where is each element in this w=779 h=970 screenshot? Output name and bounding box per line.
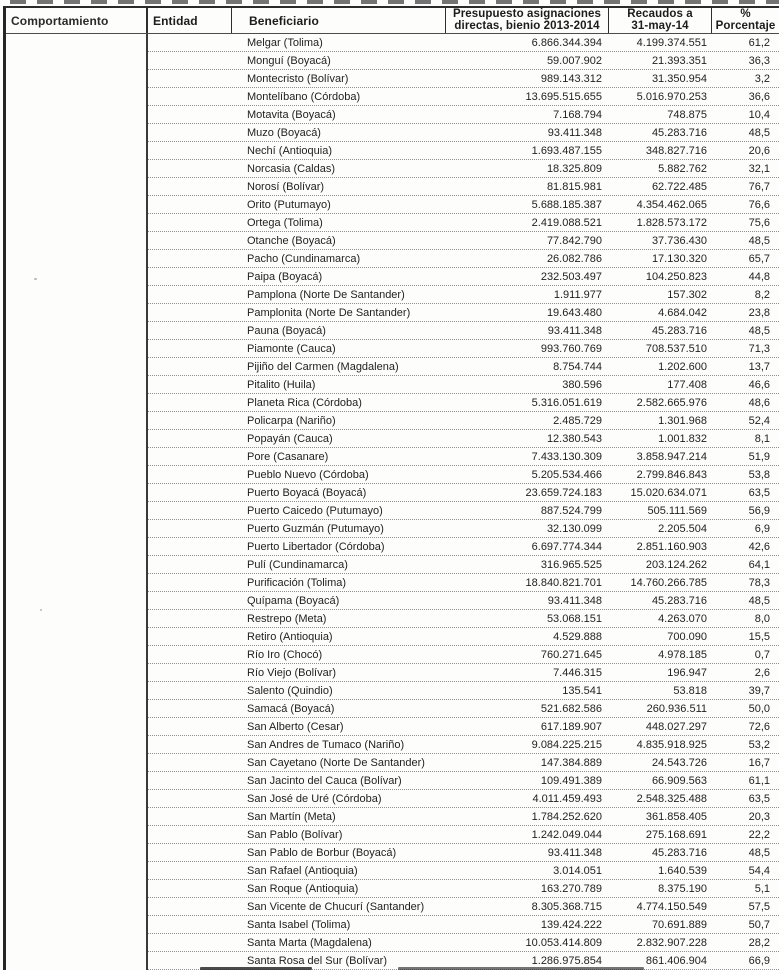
presupuesto-cell: 9.084.225.215: [531, 738, 602, 751]
presupuesto-cell: 93.411.348: [547, 324, 602, 337]
beneficiario-cell: Retiro (Antioquia): [247, 630, 333, 643]
beneficiario-cell: Pitalito (Huila): [247, 378, 316, 391]
beneficiario-cell: Quípama (Boyacá): [247, 594, 340, 607]
scan-speck: [34, 278, 37, 280]
presupuesto-cell: 12.380.543: [546, 432, 602, 445]
table-row: [148, 790, 779, 808]
presupuesto-cell: 59.007.902: [546, 54, 602, 67]
recaudos-cell: 15.020.634.071: [630, 486, 707, 499]
recaudos-cell: 24.543.726: [651, 756, 707, 769]
porcentaje-cell: 61,1: [748, 774, 770, 787]
beneficiario-cell: Ortega (Tolima): [247, 216, 323, 229]
recaudos-cell: 275.168.691: [645, 828, 707, 841]
porcentaje-cell: 8,1: [754, 432, 770, 445]
porcentaje-cell: 57,5: [748, 900, 770, 913]
beneficiario-cell: Puerto Guzmán (Putumayo): [247, 522, 384, 535]
recaudos-cell: 1.202.600: [658, 360, 707, 373]
recaudos-cell: 505.111.569: [647, 504, 707, 517]
table-row: [148, 340, 779, 358]
presupuesto-cell: 163.270.789: [540, 882, 602, 895]
porcentaje-cell: 36,3: [748, 54, 770, 67]
beneficiario-cell: San Cayetano (Norte De Santander): [247, 756, 425, 769]
recaudos-cell: 66.909.563: [651, 774, 707, 787]
recaudos-cell: 748.875: [667, 108, 707, 121]
beneficiario-cell: Puerto Boyacá (Boyacá): [247, 486, 367, 499]
beneficiario-cell: Montecristo (Bolívar): [247, 72, 349, 85]
porcentaje-cell: 32,1: [748, 162, 770, 175]
table-row: [148, 106, 779, 124]
presupuesto-cell: 887.524.799: [540, 504, 602, 517]
table-row: [148, 700, 779, 718]
presupuesto-cell: 7.433.130.309: [531, 450, 602, 463]
porcentaje-cell: 20,3: [748, 810, 770, 823]
recaudos-cell: 53.818: [673, 684, 707, 697]
table-row: [148, 574, 779, 592]
table-row: [148, 358, 779, 376]
porcentaje-cell: 50,0: [748, 702, 770, 715]
recaudos-cell: 45.283.716: [651, 126, 707, 139]
recaudos-cell: 177.408: [667, 378, 707, 391]
beneficiario-cell: San Jacinto del Cauca (Bolívar): [247, 774, 402, 787]
porcentaje-cell: 76,6: [748, 198, 770, 211]
beneficiario-cell: Policarpa (Nariño): [247, 414, 336, 427]
porcentaje-cell: 51,9: [748, 450, 770, 463]
table-row: [148, 808, 779, 826]
beneficiario-cell: Pauna (Boyacá): [247, 324, 326, 337]
beneficiario-cell: San José de Uré (Córdoba): [247, 792, 382, 805]
presupuesto-cell: 4.011.459.493: [532, 792, 602, 805]
presupuesto-cell: 4.529.888: [553, 630, 602, 643]
recaudos-cell: 4.354.462.065: [636, 198, 707, 211]
recaudos-cell: 8.375.190: [658, 882, 707, 895]
recaudos-cell: 2.851.160.903: [636, 540, 707, 553]
table-row: [148, 34, 779, 52]
beneficiario-cell: Orito (Putumayo): [247, 198, 331, 211]
porcentaje-cell: 16,7: [748, 756, 770, 769]
recaudos-cell: 1.001.832: [658, 432, 707, 445]
beneficiario-cell: San Roque (Antioquia): [247, 882, 359, 895]
recaudos-cell: 21.393.351: [651, 54, 707, 67]
recaudos-cell: 17.130.320: [651, 252, 707, 265]
beneficiario-cell: Pore (Casanare): [247, 450, 329, 463]
table-row: [148, 430, 779, 448]
beneficiario-cell: Norcasia (Caldas): [247, 162, 336, 175]
beneficiario-cell: Norosí (Bolívar): [247, 180, 325, 193]
recaudos-cell: 14.760.266.785: [630, 576, 707, 589]
porcentaje-cell: 50,7: [748, 918, 770, 931]
porcentaje-cell: 56,9: [748, 504, 770, 517]
beneficiario-cell: Pamplonita (Norte De Santander): [247, 306, 411, 319]
recaudos-cell: 4.774.150.549: [636, 900, 707, 913]
porcentaje-cell: 76,7: [748, 180, 770, 193]
beneficiario-cell: Río Iro (Chocó): [247, 648, 323, 661]
table-row: [148, 88, 779, 106]
recaudos-cell: 5.016.970.253: [636, 90, 707, 103]
table-row: [148, 862, 779, 880]
table-row: [148, 394, 779, 412]
header-porcentaje-line1: %: [740, 8, 751, 20]
recaudos-cell: 4.199.374.551: [636, 36, 707, 49]
porcentaje-cell: 72,6: [748, 720, 770, 733]
porcentaje-cell: 48,5: [748, 324, 770, 337]
porcentaje-cell: 28,2: [748, 936, 770, 949]
porcentaje-cell: 75,6: [748, 216, 770, 229]
presupuesto-cell: 5.688.185.387: [531, 198, 602, 211]
presupuesto-cell: 8.754.744: [553, 360, 602, 373]
table-row: [148, 484, 779, 502]
porcentaje-cell: 13,7: [748, 360, 770, 373]
beneficiario-cell: Salento (Quindio): [247, 684, 333, 697]
presupuesto-cell: 1.693.487.155: [531, 144, 602, 157]
porcentaje-cell: 39,7: [748, 684, 770, 697]
presupuesto-cell: 2.419.088.521: [531, 216, 602, 229]
beneficiario-cell: Restrepo (Meta): [247, 612, 327, 625]
recaudos-cell: 4.263.070: [658, 612, 707, 625]
porcentaje-cell: 8,0: [754, 612, 770, 625]
presupuesto-cell: 18.840.821.701: [525, 576, 602, 589]
header-porcentaje-line2: Porcentaje: [715, 19, 776, 32]
beneficiario-cell: Paipa (Boyacá): [247, 270, 323, 283]
presupuesto-cell: 316.965.525: [540, 558, 602, 571]
presupuesto-cell: 93.411.348: [547, 126, 602, 139]
presupuesto-cell: 989.143.312: [540, 72, 602, 85]
table-row: [148, 160, 779, 178]
recaudos-cell: 37.736.430: [651, 234, 707, 247]
presupuesto-cell: 8.305.368.715: [531, 900, 602, 913]
beneficiario-cell: Pulí (Cundinamarca): [247, 558, 348, 571]
porcentaje-cell: 48,5: [748, 126, 770, 139]
recaudos-cell: 1.301.968: [658, 414, 707, 427]
presupuesto-cell: 380.596: [562, 378, 602, 391]
table-row: [148, 502, 779, 520]
porcentaje-cell: 15,5: [748, 630, 770, 643]
table-row: [148, 682, 779, 700]
beneficiario-cell: San Pablo (Bolívar): [247, 828, 343, 841]
porcentaje-cell: 48,6: [748, 396, 770, 409]
table-row: [148, 844, 779, 862]
recaudos-cell: 31.350.954: [651, 72, 707, 85]
presupuesto-cell: 26.082.786: [546, 252, 602, 265]
recaudos-cell: 2.832.907.228: [636, 936, 707, 949]
table-row: [148, 448, 779, 466]
table-row: [148, 592, 779, 610]
recaudos-cell: 260.936.511: [646, 702, 707, 715]
beneficiario-cell: San Alberto (Cesar): [247, 720, 344, 733]
recaudos-cell: 4.684.042: [658, 306, 707, 319]
recaudos-cell: 203.124.262: [645, 558, 707, 571]
recaudos-cell: 2.548.325.488: [636, 792, 707, 805]
porcentaje-cell: 61,2: [748, 36, 770, 49]
recaudos-cell: 361.858.405: [645, 810, 707, 823]
porcentaje-cell: 3,2: [754, 72, 770, 85]
porcentaje-cell: 20,6: [748, 144, 770, 157]
table-row: [148, 664, 779, 682]
recaudos-cell: 861.406.904: [645, 954, 707, 967]
table-row: [148, 214, 779, 232]
recaudos-cell: 700.090: [667, 630, 707, 643]
recaudos-cell: 448.027.297: [645, 720, 707, 733]
table-row: [148, 934, 779, 952]
porcentaje-cell: 63,5: [748, 792, 770, 805]
presupuesto-cell: 521.682.586: [540, 702, 602, 715]
beneficiario-cell: Puerto Libertador (Córdoba): [247, 540, 385, 553]
table-row: [148, 250, 779, 268]
porcentaje-cell: 53,8: [748, 468, 770, 481]
comportamiento-column-empty: [6, 34, 148, 970]
beneficiario-cell: Piamonte (Cauca): [247, 342, 336, 355]
table-row: [148, 538, 779, 556]
presupuesto-cell: 32.130.099: [546, 522, 602, 535]
beneficiario-cell: San Vicente de Chucurí (Santander): [247, 900, 425, 913]
presupuesto-cell: 18.325.809: [546, 162, 602, 175]
header-recaudos-line2: 31-may-14: [631, 19, 689, 32]
recaudos-cell: 1.828.573.172: [636, 216, 707, 229]
porcentaje-cell: 78,3: [748, 576, 770, 589]
header-recaudos-line1: Recaudos a: [627, 8, 693, 20]
table-row: [148, 466, 779, 484]
recaudos-cell: 4.978.185: [658, 648, 707, 661]
recaudos-cell: 45.283.716: [651, 846, 707, 859]
table-row: [148, 556, 779, 574]
table-row: [148, 232, 779, 250]
presupuesto-cell: 147.384.889: [540, 756, 602, 769]
table-row: [148, 916, 779, 934]
beneficiario-cell: Santa Rosa del Sur (Bolívar): [247, 954, 388, 967]
beneficiario-cell: Muzo (Boyacá): [247, 126, 321, 139]
header-presupuesto: [446, 8, 609, 33]
presupuesto-cell: 6.866.344.394: [531, 36, 602, 49]
table-row: [148, 142, 779, 160]
table-row: [148, 646, 779, 664]
table-row: [148, 880, 779, 898]
presupuesto-cell: 139.424.222: [540, 918, 602, 931]
recaudos-cell: 708.537.510: [645, 342, 707, 355]
porcentaje-cell: 6,9: [754, 522, 770, 535]
recaudos-cell: 1.640.539: [658, 864, 707, 877]
presupuesto-cell: 617.189.907: [540, 720, 602, 733]
presupuesto-cell: 5.316.051.619: [531, 396, 602, 409]
table-row: [148, 610, 779, 628]
recaudos-cell: 2.799.846.843: [636, 468, 707, 481]
porcentaje-cell: 44,8: [748, 270, 770, 283]
porcentaje-cell: 2,6: [754, 666, 770, 679]
porcentaje-cell: 46,6: [748, 378, 770, 391]
recaudos-cell: 2.205.504: [658, 522, 707, 535]
table-row: [148, 52, 779, 70]
beneficiario-cell: Pamplona (Norte De Santander): [247, 288, 405, 301]
scan-speck: [40, 609, 42, 611]
header-recaudos: [609, 8, 712, 33]
porcentaje-cell: 66,9: [748, 954, 770, 967]
recaudos-cell: 2.582.665.976: [636, 396, 707, 409]
beneficiario-cell: Santa Marta (Magdalena): [247, 936, 372, 949]
header-presupuesto-line2: directas, bienio 2013-2014: [454, 19, 600, 32]
table-rows: [148, 34, 779, 970]
porcentaje-cell: 5,1: [754, 882, 770, 895]
presupuesto-cell: 77.842.790: [546, 234, 602, 247]
presupuesto-cell: 2.485.729: [553, 414, 602, 427]
table-body: [6, 34, 779, 970]
presupuesto-cell: 1.784.252.620: [531, 810, 602, 823]
porcentaje-cell: 10,4: [748, 108, 770, 121]
presupuesto-cell: 1.286.975.854: [531, 954, 602, 967]
beneficiario-cell: Nechí (Antioquia): [247, 144, 332, 157]
presupuesto-cell: 10.053.414.809: [525, 936, 602, 949]
table-row: [148, 268, 779, 286]
recaudos-cell: 45.283.716: [651, 594, 707, 607]
porcentaje-cell: 36,6: [748, 90, 770, 103]
table-row: [148, 286, 779, 304]
porcentaje-cell: 71,3: [748, 342, 770, 355]
porcentaje-cell: 48,5: [748, 234, 770, 247]
presupuesto-cell: 1.911.977: [553, 288, 602, 301]
presupuesto-cell: 7.168.794: [553, 108, 602, 121]
beneficiario-cell: San Rafael (Antioquia): [247, 864, 358, 877]
recaudos-cell: 45.283.716: [651, 324, 707, 337]
porcentaje-cell: 8,2: [754, 288, 770, 301]
header-beneficiario: Beneficiario: [232, 8, 446, 33]
table-row: [148, 196, 779, 214]
porcentaje-cell: 64,1: [748, 558, 770, 571]
presupuesto-cell: 232.503.497: [540, 270, 602, 283]
table-row: [148, 520, 779, 538]
beneficiario-cell: Popayán (Cauca): [247, 432, 333, 445]
table-row: [148, 898, 779, 916]
header-porcentaje: [712, 8, 779, 33]
porcentaje-cell: 52,4: [748, 414, 770, 427]
header-entidad: Entidad: [148, 8, 232, 33]
porcentaje-cell: 0,7: [754, 648, 770, 661]
porcentaje-cell: 22,2: [748, 828, 770, 841]
table-row: [148, 70, 779, 88]
beneficiario-cell: Pueblo Nuevo (Córdoba): [247, 468, 369, 481]
table-row: [148, 376, 779, 394]
beneficiario-cell: Puerto Caicedo (Putumayo): [247, 504, 383, 517]
recaudos-cell: 70.691.889: [651, 918, 707, 931]
porcentaje-cell: 63,5: [748, 486, 770, 499]
table-row: [148, 826, 779, 844]
table-row: [148, 736, 779, 754]
beneficiario-cell: Pacho (Cundinamarca): [247, 252, 361, 265]
porcentaje-cell: 65,7: [748, 252, 770, 265]
presupuesto-cell: 1.242.049.044: [531, 828, 602, 841]
recaudos-cell: 5.882.762: [658, 162, 707, 175]
table-header-row: [6, 8, 779, 34]
presupuesto-cell: 81.815.981: [546, 180, 602, 193]
presupuesto-cell: 13.695.515.655: [525, 90, 602, 103]
porcentaje-cell: 54,4: [748, 864, 770, 877]
presupuesto-cell: 7.446.315: [553, 666, 602, 679]
table-row: [148, 124, 779, 142]
presupuesto-cell: 760.271.645: [540, 648, 602, 661]
presupuesto-cell: 109.491.389: [540, 774, 602, 787]
table-row: [148, 754, 779, 772]
header-comportamiento: Comportamiento: [6, 8, 148, 33]
porcentaje-cell: 42,6: [748, 540, 770, 553]
royalties-table: [3, 6, 779, 970]
table-row: [148, 412, 779, 430]
presupuesto-cell: 19.643.480: [546, 306, 602, 319]
presupuesto-cell: 93.411.348: [547, 846, 602, 859]
porcentaje-cell: 48,5: [748, 594, 770, 607]
beneficiario-cell: Otanche (Boyacá): [247, 234, 336, 247]
presupuesto-cell: 5.205.534.466: [531, 468, 602, 481]
beneficiario-cell: San Andres de Tumaco (Nariño): [247, 738, 405, 751]
presupuesto-cell: 993.760.769: [540, 342, 602, 355]
presupuesto-cell: 6.697.774.344: [531, 540, 602, 553]
recaudos-cell: 196.947: [667, 666, 707, 679]
presupuesto-cell: 3.014.051: [553, 864, 602, 877]
beneficiario-cell: San Martín (Meta): [247, 810, 336, 823]
table-row: [148, 322, 779, 340]
table-row: [148, 718, 779, 736]
beneficiario-cell: Samacá (Boyacá): [247, 702, 335, 715]
beneficiario-cell: San Pablo de Borbur (Boyacá): [247, 846, 397, 859]
beneficiario-cell: Pijiño del Carmen (Magdalena): [247, 360, 399, 373]
table-row: [148, 772, 779, 790]
table-row: [148, 304, 779, 322]
presupuesto-cell: 53.068.151: [546, 612, 602, 625]
presupuesto-cell: 93.411.348: [547, 594, 602, 607]
presupuesto-cell: 135.541: [562, 684, 602, 697]
porcentaje-cell: 23,8: [748, 306, 770, 319]
recaudos-cell: 62.722.485: [651, 180, 707, 193]
beneficiario-cell: Motavita (Boyacá): [247, 108, 336, 121]
beneficiario-cell: Santa Isabel (Tolima): [247, 918, 351, 931]
porcentaje-cell: 53,2: [748, 738, 770, 751]
presupuesto-cell: 23.659.724.183: [525, 486, 602, 499]
recaudos-cell: 104.250.823: [645, 270, 707, 283]
beneficiario-cell: Monguí (Boyacá): [247, 54, 331, 67]
recaudos-cell: 348.827.716: [645, 144, 707, 157]
table-row: [148, 178, 779, 196]
recaudos-cell: 157.302: [667, 288, 707, 301]
header-presupuesto-line1: Presupuesto asignaciones: [452, 8, 602, 20]
recaudos-cell: 4.835.918.925: [636, 738, 707, 751]
beneficiario-cell: Planeta Rica (Córdoba): [247, 396, 362, 409]
porcentaje-cell: 48,5: [748, 846, 770, 859]
beneficiario-cell: Montelíbano (Córdoba): [247, 90, 361, 103]
scan-artifact-top: [10, 0, 779, 4]
beneficiario-cell: Río Viejo (Bolívar): [247, 666, 337, 679]
beneficiario-cell: Purificación (Tolima): [247, 576, 347, 589]
table-row: [148, 628, 779, 646]
recaudos-cell: 3.858.947.214: [636, 450, 707, 463]
beneficiario-cell: Melgar (Tolima): [247, 36, 323, 49]
